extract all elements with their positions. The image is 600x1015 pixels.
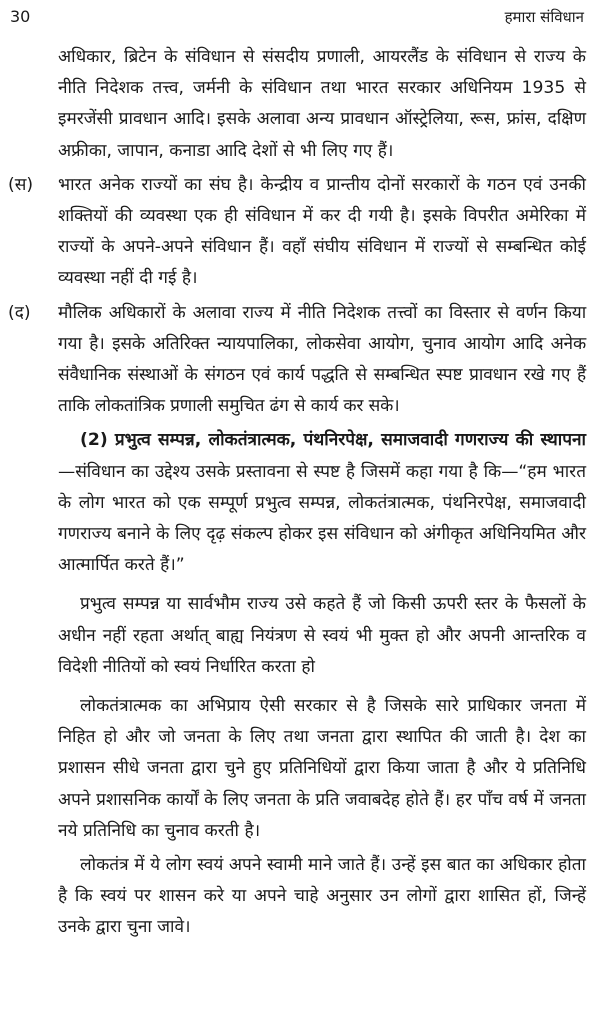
list-text-sa: भारत अनेक राज्यों का संघ है। केन्द्रीय व प्रान्तीय दोनों सरकारों के गठन एवं उनकी शक्तियों की व्यवस्था एक ही संविधान में कर दी गयी है। इसके विपरीत अमेरिका में राज्यों के अपने-अपने संविधान हैं। वहाँ संघीय संविधान में राज्यों से सम्बन्धित कोई व्यवस्था नहीं दी गई है। (58, 174, 586, 289)
section-text: —संविधान का उद्देश्य उसके प्रस्तावना से स्पष्ट है जिसमें कहा गया है कि—“हम भारत के लोग भारत को एक सम्पूर्ण प्रभुत्व सम्पन्न, लोकतंत्रात्मक, पंथनिरपेक्ष, समाजवादी गणराज्य बनाने के लिए दृढ़ संकल्प होकर इस संविधान को अंगीकृत अधिनियमित और आत्मार्पित करते हैं।” (58, 461, 586, 576)
paragraph-sovereign: प्रभुत्व सम्पन्न या सार्वभौम राज्य उसे कहते हैं जो किसी ऊपरी स्तर के फैसलों के अधीन नहीं रहता अर्थात् बाह्य नियंत्रण से स्वयं भी मुक्त हो और अपनी आन्तरिक व विदेशी नीतियों को स्वयं निर्धारित करता हो (58, 594, 586, 677)
list-marker-sa: (स) (8, 174, 34, 195)
page-header (10, 4, 584, 30)
section-heading: (2) प्रभुत्व सम्पन्न, लोकतंत्रात्मक, पंथनिरपेक्ष, समाजवादी गणराज्य की स्थापना (80, 430, 586, 451)
page-number: 30 (10, 7, 31, 26)
paragraph-democratic: लोकतंत्रात्मक का अभिप्राय ऐसी सरकार से है जिसके सारे प्राधिकार जनता में निहित हो और जो जनता के लिए तथा जनता द्वारा स्थापित की जाती है। देश का प्रशासन सीधे जनता द्वारा चुने हुए प्रतिनिधियों द्वारा किया जाता है और ये प्रतिनिधि अपने प्रशासनिक कार्यों के लिए जनता के प्रति जवाबदेह होते हैं। हर पाँच वर्ष में जनता नये प्रतिनिधि का चुनाव करती है। (58, 696, 586, 841)
page-body (0, 42, 600, 944)
list-text-da: मौलिक अधिकारों के अलावा राज्य में नीति निदेशक तत्त्वों का विस्तार से वर्णन किया गया है। इसके अतिरिक्त न्यायपालिका, लोकसेवा आयोग, चुनाव आयोग आदि अनेक संवैधानिक संस्थाओं के संगठन एवं कार्य पद्धति से सम्बन्धित स्पष्ट प्रावधान रखे गए हैं ताकि लोकतांत्रिक प्रणाली समुचित ढंग से कार्य कर सके। (58, 302, 586, 417)
running-title: हमारा संविधान (504, 8, 584, 26)
continued-paragraph: अधिकार, ब्रिटेन के संविधान से संसदीय प्रणाली, आयरलैंड के संविधान से राज्य के नीति निदेशक तत्त्व, जर्मनी के संविधान तथा भारत सरकार अधिनियम 1935 से इमरजेंसी प्रावधान आदि। इसके अलावा अन्य प्रावधान ऑस्ट्रेलिया, रूस, फ्रांस, दक्षिण अफ्रीका, जापान, कनाडा आदि देशों से भी लिए गए हैं। (58, 47, 586, 161)
list-item-sa (0, 170, 600, 295)
list-marker-da: (द) (8, 302, 31, 323)
section-2-paragraph (0, 425, 600, 581)
paragraph-democracy-people: लोकतंत्र में ये लोग स्वयं अपने स्वामी माने जाते हैं। उन्हें इस बात का अधिकार होता है कि स्वयं पर शासन करे या अपने चाहे अनुसार उन लोगों द्वारा शासित हों, जिन्हें उनके द्वारा चुना जावे। (58, 855, 586, 938)
list-item-da (0, 298, 600, 423)
